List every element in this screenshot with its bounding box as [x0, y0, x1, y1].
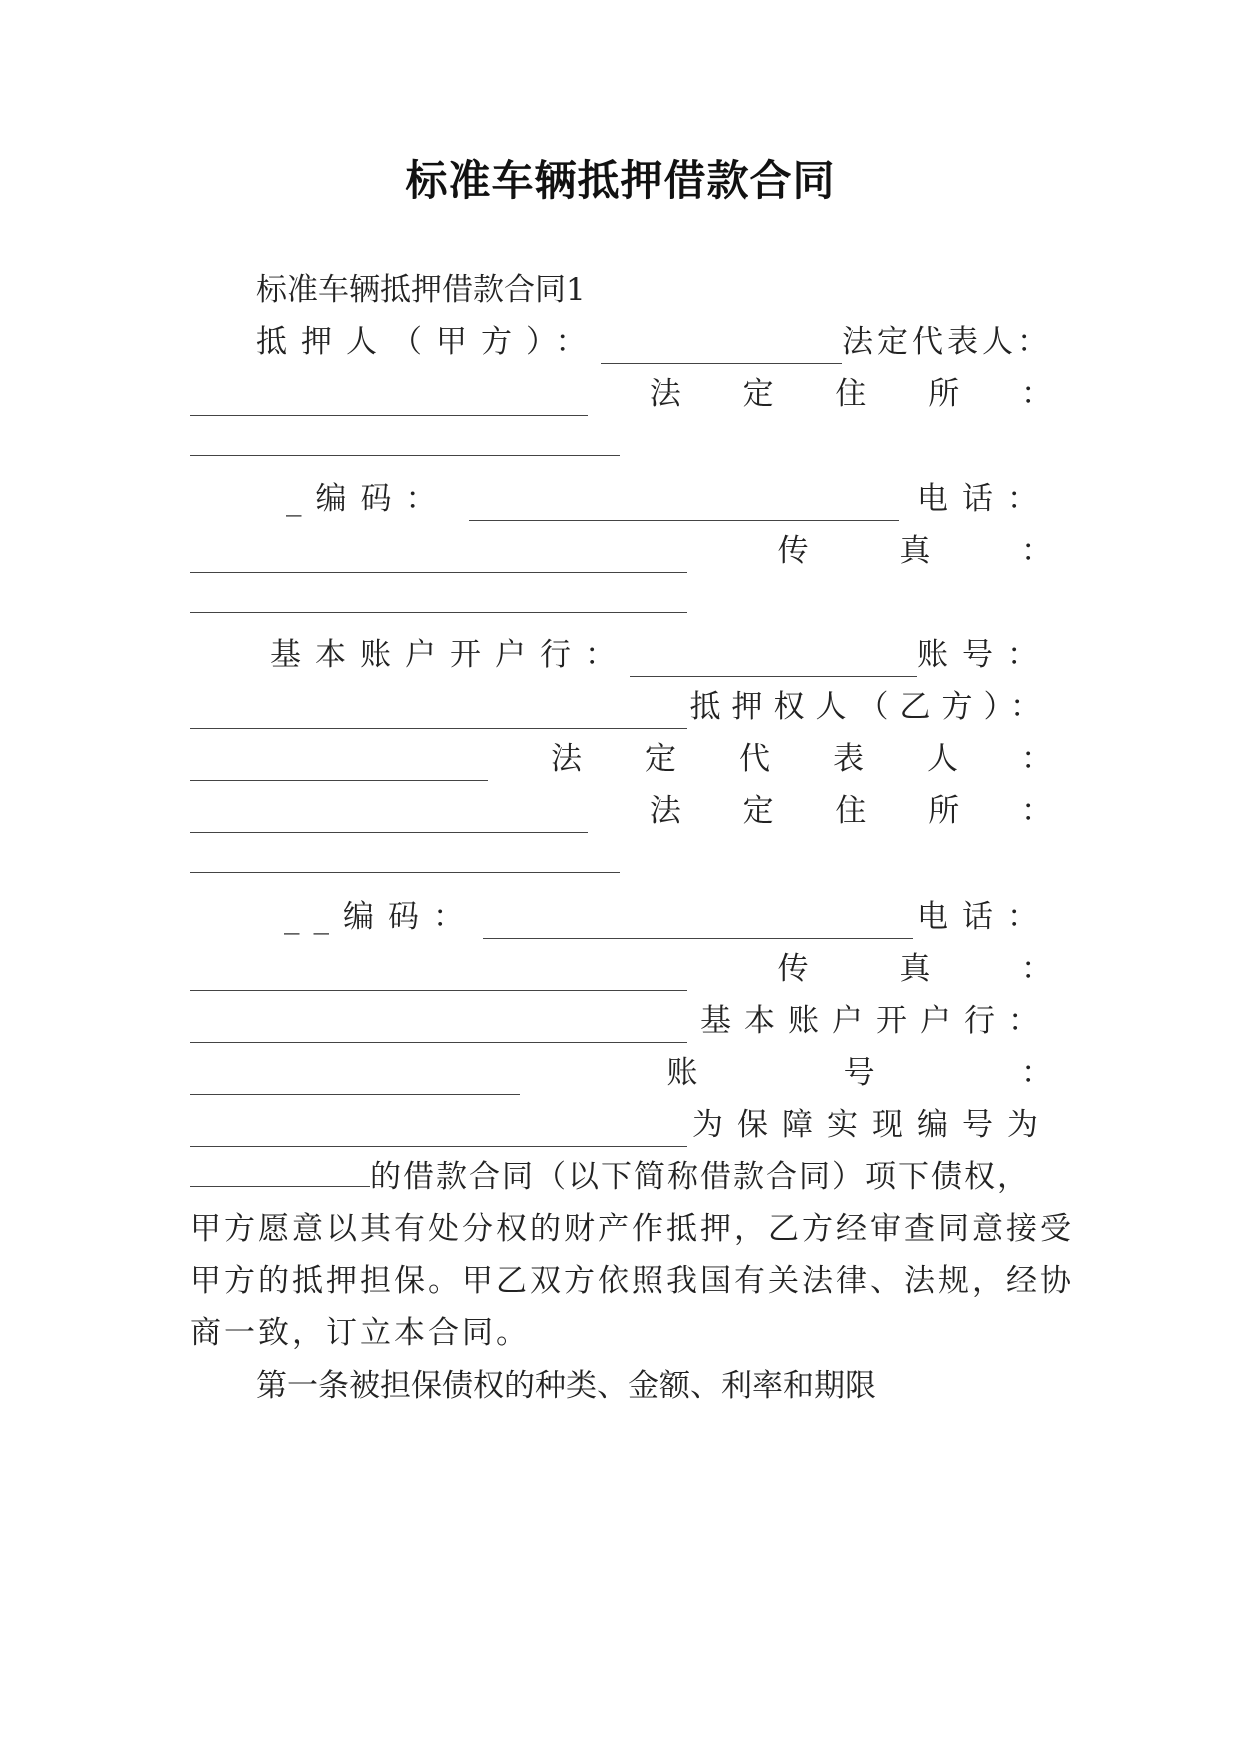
account-line-b — [190, 1051, 1052, 1095]
fax-char: ： — [1020, 533, 1052, 569]
legal-rep-line-b — [190, 737, 1052, 781]
bank-blank-b — [190, 1064, 520, 1095]
legal-rep-label: 法定代表人： — [842, 324, 1052, 360]
address-char: 定 — [742, 793, 774, 829]
fax-char: ： — [1020, 951, 1052, 987]
address-line-a — [190, 372, 1052, 416]
postcode-label-b: __编码： — [284, 899, 478, 935]
paragraph-line: 甲方愿意以其有处分权的财产作抵押，乙方经审查同意接受 — [190, 1211, 1074, 1247]
address-char: 所 — [928, 793, 960, 829]
address-char: ： — [1020, 793, 1052, 829]
account-char: ： — [1020, 1055, 1052, 1091]
legal-rep-blank — [190, 385, 588, 416]
bank-line-b — [190, 999, 1052, 1043]
mortgagor-label: 抵押人（甲方）： — [256, 324, 601, 360]
account-label: 账号： — [917, 637, 1052, 673]
loan-contract-line — [190, 1155, 1052, 1199]
contract-subtitle: 标准车辆抵押借款合同1 — [256, 272, 586, 308]
bank-blank — [630, 646, 917, 677]
legal-rep-char: 人 — [927, 741, 958, 777]
address-char: ： — [1020, 376, 1052, 412]
address-char: 所 — [928, 376, 960, 412]
mortgagor-line — [190, 320, 1052, 364]
legal-rep-char: 定 — [645, 741, 676, 777]
legal-rep-char: 代 — [739, 741, 770, 777]
purpose-text: 为保障实现编号为 — [692, 1107, 1052, 1143]
account-blank-b — [190, 1116, 687, 1147]
address-blank-line-a — [190, 424, 1052, 468]
address-char: 住 — [835, 376, 867, 412]
address-char: 法 — [649, 793, 681, 829]
mortgagee-line — [190, 685, 1052, 729]
address-char: 法 — [649, 376, 681, 412]
postcode-blank — [469, 490, 899, 521]
legal-rep-char: ： — [1021, 741, 1052, 777]
account-blank — [190, 698, 687, 729]
fax-blank — [190, 582, 687, 613]
bank-line-a — [190, 633, 1052, 677]
postcode-label: _编码： — [286, 481, 451, 517]
fax-char: 真 — [899, 951, 931, 987]
address-char: 住 — [835, 793, 867, 829]
address-blank-line-b — [190, 841, 1052, 885]
contract-number-blank — [190, 1156, 370, 1187]
legal-rep-blank-b — [190, 802, 588, 833]
account-char: 号 — [843, 1055, 875, 1091]
bank-label-b: 基本账户开户行： — [700, 1003, 1052, 1039]
legal-rep-char: 法 — [551, 741, 582, 777]
purpose-line — [190, 1103, 1052, 1147]
paragraph-line: 甲方的抵押担保。甲乙双方依照我国有关法律、法规，经协 — [190, 1263, 1074, 1299]
loan-contract-text: 的借款合同（以下简称借款合同）项下债权， — [370, 1159, 1030, 1195]
phone-label-b: 电话： — [917, 899, 1052, 935]
fax-char: 传 — [777, 533, 809, 569]
address-line-b — [190, 789, 1052, 833]
address-blank — [190, 425, 620, 456]
phone-blank — [190, 542, 687, 573]
fax-blank-b — [190, 1012, 687, 1043]
postcode-line-a — [190, 477, 1052, 521]
article-heading: 第一条被担保债权的种类、金额、利率和期限 — [256, 1368, 876, 1404]
fax-line-b — [190, 947, 1052, 991]
postcode-line-b — [190, 895, 1052, 939]
fax-char: 真 — [899, 533, 931, 569]
phone-blank-b — [190, 960, 687, 991]
mortgagor-blank — [601, 333, 843, 364]
fax-line-a — [190, 529, 1052, 573]
fax-blank-line-a — [190, 581, 1052, 625]
phone-label: 电话： — [917, 481, 1052, 517]
postcode-blank-b — [483, 908, 913, 939]
fax-char: 传 — [777, 951, 809, 987]
legal-rep-char: 表 — [833, 741, 864, 777]
mortgagee-blank — [190, 750, 488, 781]
paragraph-line: 商一致，订立本合同。 — [190, 1315, 530, 1351]
mortgagee-label: 抵押权人（乙方）： — [689, 689, 1052, 725]
account-char: 账 — [666, 1055, 698, 1091]
bank-label: 基本账户开户行： — [270, 637, 630, 673]
address-char: 定 — [742, 376, 774, 412]
document-title: 标准车辆抵押借款合同 — [405, 156, 836, 205]
address-blank-b — [190, 842, 620, 873]
